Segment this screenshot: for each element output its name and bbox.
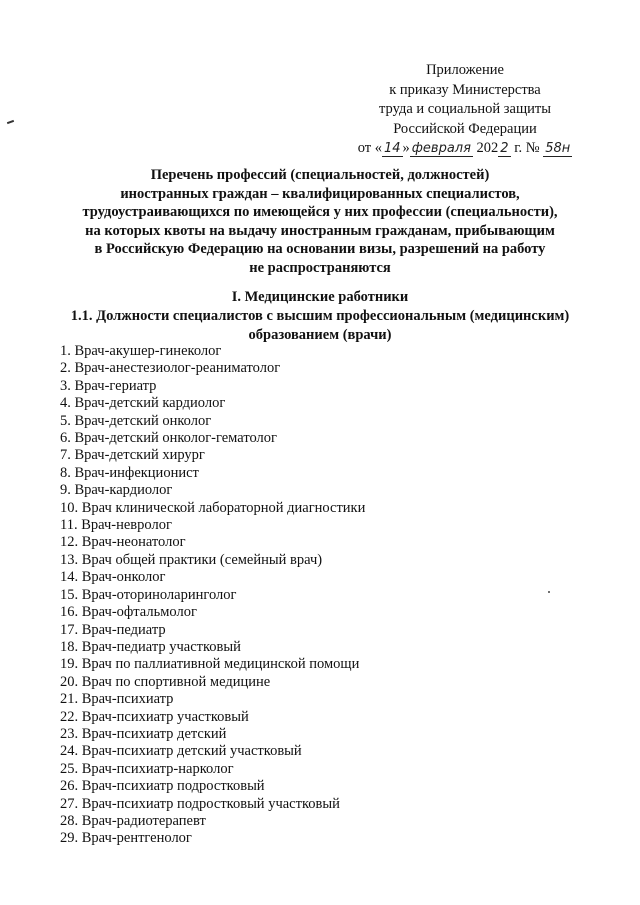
document-title xyxy=(60,166,580,277)
date-prefix: от « xyxy=(357,140,382,156)
list-item: 21. Врач-психиатр xyxy=(60,691,174,708)
list-item: 11. Врач-невролог xyxy=(60,517,172,534)
title-line: трудоустраивающихся по имеющейся у них профессии (специальности), xyxy=(82,204,558,220)
list-item: 19. Врач по паллиативной медицинской помощи xyxy=(60,656,360,673)
list-item: 16. Врач-офтальмолог xyxy=(60,604,197,621)
title-line: в Российскую Федерацию на основании визы, разрешений на работу xyxy=(94,241,546,257)
list-item: 3. Врач-гериатр xyxy=(60,377,157,394)
list-item: 20. Врач по спортивной медицине xyxy=(60,673,271,690)
order-date-line xyxy=(330,139,600,159)
subsection-line: 1.1. Должности специалистов с высшим профессиональным (медицинским) xyxy=(70,308,570,324)
list-item: 28. Врач-радиотерапевт xyxy=(60,812,206,829)
list-item: 2. Врач-анестезиолог-реаниматолог xyxy=(60,360,281,377)
subsection-heading xyxy=(60,307,580,344)
handwritten-year-digit: 2 xyxy=(500,141,509,156)
title-line: не распространяются xyxy=(249,259,391,276)
position-list xyxy=(60,343,365,848)
list-item: 13. Врач общей практики (семейный врач) xyxy=(60,551,323,568)
list-item: 23. Врач-психиатр детский xyxy=(60,725,227,742)
list-item: 29. Врач-рентгенолог xyxy=(60,830,192,847)
annex-line: Российской Федерации xyxy=(393,120,537,137)
annex-line: Приложение xyxy=(426,62,504,78)
list-item: 25. Врач-психиатр-нарколог xyxy=(60,760,234,777)
title-line: на которых квоты на выдачу иностранным гражданам, прибывающим xyxy=(85,222,555,239)
list-item: 15. Врач-оториноларинголог xyxy=(60,586,237,603)
list-item: 9. Врач-кардиолог xyxy=(60,482,173,499)
list-item: 12. Врач-неонатолог xyxy=(60,534,186,551)
title-line: иностранных граждан – квалифицированных специалистов, xyxy=(120,185,520,202)
handwritten-day: 14 xyxy=(384,141,401,156)
margin-mark xyxy=(7,120,14,124)
year-prefix: 202 xyxy=(476,140,499,156)
list-item: 10. Врач клинической лабораторной диагностики xyxy=(60,499,366,516)
list-item: 6. Врач-детский онколог-гематолог xyxy=(60,430,277,447)
list-item: 1. Врач-акушер-гинеколог xyxy=(60,343,222,359)
list-item: 8. Врач-инфекционист xyxy=(60,464,199,481)
list-item: 22. Врач-психиатр участковый xyxy=(60,708,249,725)
list-item: 17. Врач-педиатр xyxy=(60,621,166,638)
list-item: 27. Врач-психиатр подростковый участковый xyxy=(60,795,340,812)
list-item: 14. Врач-онколог xyxy=(60,569,166,586)
annex-line: труда и социальной защиты xyxy=(379,101,551,117)
list-item: 4. Врач-детский кардиолог xyxy=(60,395,226,412)
handwritten-order-number: 58н xyxy=(545,141,571,156)
year-after: г. № xyxy=(514,140,540,156)
handwritten-month: февраля xyxy=(411,141,471,156)
list-item: 5. Врач-детский онколог xyxy=(60,412,212,429)
section-heading: I. Медицинские работники xyxy=(231,289,409,305)
title-line: Перечень профессий (специальностей, должностей) xyxy=(150,167,490,183)
date-mid: » xyxy=(402,140,410,156)
list-item: 7. Врач-детский хирург xyxy=(60,447,205,464)
scan-speck xyxy=(548,591,550,593)
list-item: 24. Врач-психиатр детский участковый xyxy=(60,743,302,760)
subsection-line: образованием (врачи) xyxy=(248,326,392,343)
annex-header xyxy=(330,61,600,159)
list-item: 26. Врач-психиатр подростковый xyxy=(60,778,265,795)
annex-line: к приказу Министерства xyxy=(389,81,541,98)
list-item: 18. Врач-педиатр участковый xyxy=(60,638,241,655)
